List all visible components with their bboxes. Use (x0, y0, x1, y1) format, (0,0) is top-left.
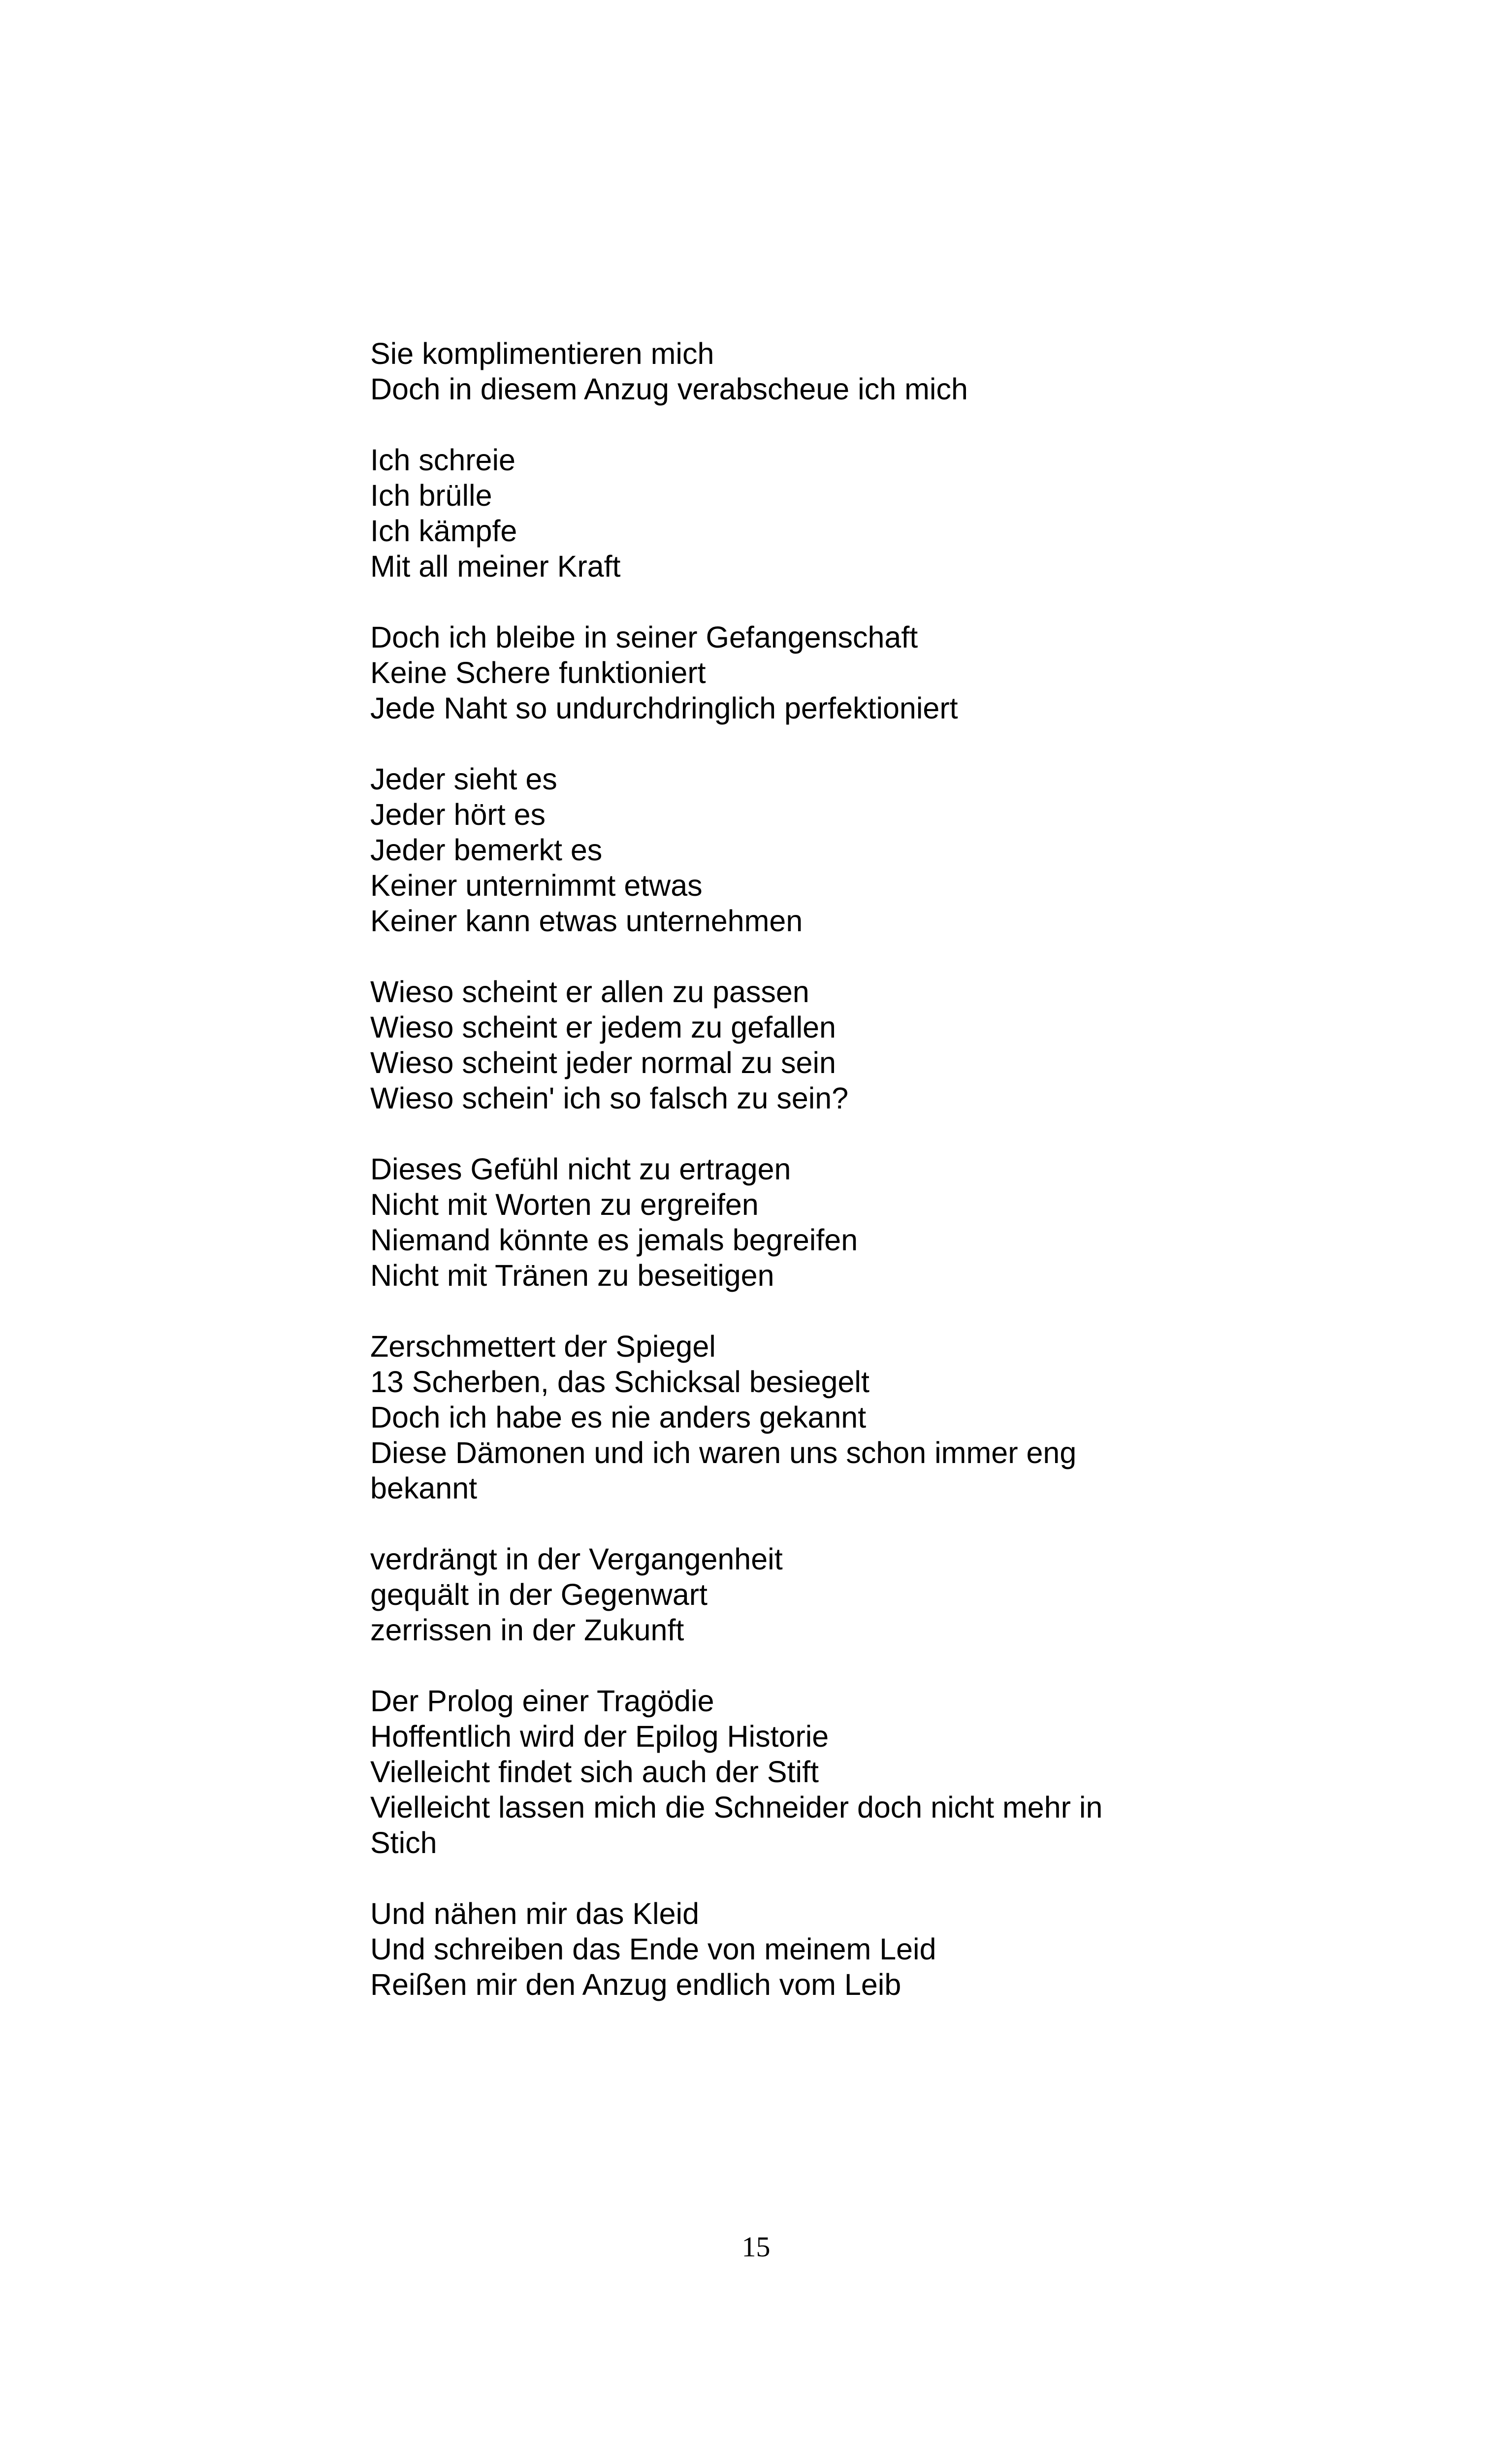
poem-line: Ich kämpfe (370, 514, 517, 548)
poem-line: Reißen mir den Anzug endlich vom Leib (370, 1968, 901, 2001)
stanza-3 (370, 619, 1306, 726)
poem-line: Mit all meiner Kraft (370, 550, 621, 583)
stanza-6 (370, 1151, 1306, 1293)
poem-line: Und schreiben das Ende von meinem Leid (370, 1932, 936, 1966)
poem-line: Jeder hört es (370, 798, 546, 831)
poem-line: Vielleicht findet sich auch der Stift (370, 1755, 819, 1789)
poem-line: Hoffentlich wird der Epilog Historie (370, 1720, 829, 1753)
poem-line: Vielleicht lassen mich die Schneider doch nicht mehr in (370, 1791, 1103, 1824)
stanza-7 (370, 1329, 1306, 1506)
poem-line: Sie komplimentieren mich (370, 337, 714, 370)
poem-line: bekannt (370, 1471, 478, 1505)
poem-line: Der Prolog einer Tragödie (370, 1684, 714, 1718)
poem-line: Niemand könnte es jemals begreifen (370, 1223, 858, 1257)
poem-line: gequält in der Gegenwart (370, 1578, 708, 1611)
poem-line: 13 Scherben, das Schicksal besiegelt (370, 1365, 869, 1399)
poem-line: Diese Dämonen und ich waren uns schon immer eng (370, 1436, 1077, 1469)
poem-line: Stich (370, 1826, 437, 1859)
poem-line: Wieso scheint er jedem zu gefallen (370, 1010, 836, 1044)
poem-line: verdrängt in der Vergangenheit (370, 1542, 783, 1576)
stanza-4 (370, 761, 1306, 939)
poem-line: Doch in diesem Anzug verabscheue ich mich (370, 372, 968, 406)
page-number: 15 (741, 2231, 771, 2263)
stanza-1 (370, 336, 1306, 407)
poem-line: Jeder bemerkt es (370, 833, 603, 867)
poem-line: Doch ich bleibe in seiner Gefangenschaft (370, 620, 918, 654)
stanza-9 (370, 1683, 1306, 1860)
poem-line: Keine Schere funktioniert (370, 656, 706, 689)
stanza-5 (370, 974, 1306, 1116)
poem-line: Nicht mit Tränen zu beseitigen (370, 1259, 774, 1292)
poem-line: Dieses Gefühl nicht zu ertragen (370, 1152, 791, 1186)
poem-line: Nicht mit Worten zu ergreifen (370, 1188, 759, 1221)
poem-line: Ich brülle (370, 479, 492, 512)
poem-line: Wieso scheint er allen zu passen (370, 975, 809, 1009)
poem-line: Keiner unternimmt etwas (370, 869, 703, 902)
poem-line: zerrissen in der Zukunft (370, 1613, 684, 1647)
poem-body (370, 336, 1306, 2002)
stanza-2 (370, 442, 1306, 584)
poem-line: Wieso scheint jeder normal zu sein (370, 1046, 836, 1079)
poem-line: Und nähen mir das Kleid (370, 1897, 699, 1930)
poem-line: Zerschmettert der Spiegel (370, 1330, 716, 1363)
poem-line: Jeder sieht es (370, 762, 557, 796)
poem-line: Ich schreie (370, 443, 515, 477)
poem-line: Keiner kann etwas unternehmen (370, 904, 803, 938)
stanza-10 (370, 1896, 1306, 2002)
stanza-8 (370, 1541, 1306, 1648)
poem-line: Jede Naht so undurchdringlich perfektioniert (370, 691, 958, 725)
poem-line: Doch ich habe es nie anders gekannt (370, 1401, 867, 1434)
poem-line: Wieso schein' ich so falsch zu sein? (370, 1081, 849, 1115)
